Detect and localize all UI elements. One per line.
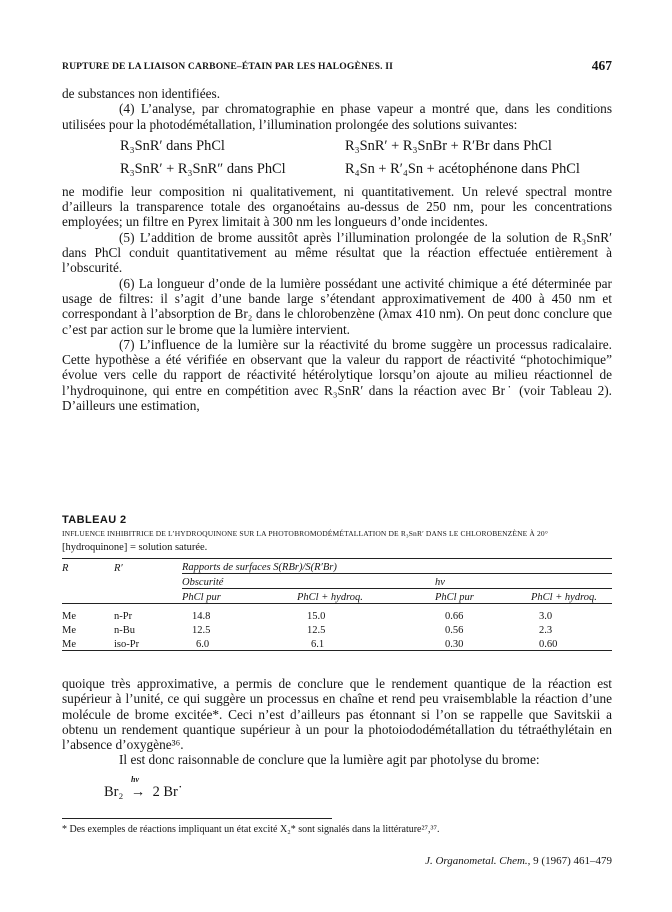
table-condition: [hydroquinone] = solution saturée. [62,542,208,553]
paragraph-8: quoique très approximative, a permis de conclure que le rendement quantique de la réaction est supérieur à l’unité, ce qui suggère un processus en chaîne et rend peu vraisemblable la réaction d’une molécule de brome excitée*. Ceci n’est d’ailleurs pas étonnant si l’on se rappelle que Savitskii a obtenu un rendement quantique supérieur à un pour la photoiododémétallation du tétraéthylétain en l’absence d’oxygène³⁶. [62,676,612,753]
table-row [62,636,612,651]
photolysis-equation [104,775,183,801]
subheader-hv: hν [435,574,612,589]
paragraph-6: (6) La longueur d’onde de la lumière possédant une activité chimique a été déterminée par usage de filtres: il s’agit d’une bande large s’étendant approximativement de 400 à 450 nm et correspondant à l’absorption de Br₂ dans le chlorobenzène (λmax 410 nm). On peut donc conclure que c’est par action sur le brome que la lumière intervient. [62,275,612,337]
col-header-hv-pure: PhCl pur [435,589,531,604]
col-header-hv-hydroq: PhCl + hydroq. [531,589,612,604]
cell-dark-hydroq: 15.0 [307,610,326,622]
cell-dark-hydroq: 12.5 [307,624,326,636]
table-row [62,604,612,622]
equation-solution-1: R₃SnR′ dans PhCl [120,137,225,154]
col-header-dark-pure: PhCl pur [182,589,297,604]
equation-row-2 [120,161,612,178]
page-header [62,58,612,76]
table-row [62,622,612,636]
cell-dark-pure: 6.0 [196,638,210,650]
cell-hv-pure: 0.30 [445,638,464,650]
cell-dark-pure: 14.8 [192,610,211,622]
light-condition: hν [131,775,140,784]
cell-hv-pure: 0.66 [445,610,464,622]
cell-hv-hydroq: 0.60 [539,638,558,650]
cell-hv-hydroq: 2.3 [539,624,553,636]
col-header-r: R [62,562,69,574]
cell-hv-pure: 0.56 [445,624,464,636]
cell-r: Me [62,610,76,622]
cell-dark-pure: 12.5 [192,624,211,636]
cell-rprime: n-Pr [114,610,133,622]
equation-solution-3: R₃SnR′ + R₃SnR″ dans PhCl [120,160,286,177]
data-table [62,558,612,651]
equation-solution-4: R₄Sn + R′₄Sn + acétophénone dans PhCl [345,160,580,177]
reaction-arrow: hν → [130,775,146,800]
journal-volume: 9 (1967) 461–479 [533,855,612,867]
paragraph-9: Il est donc raisonnable de conclure que la lumière agit par photolyse du brome: [119,752,540,768]
page-number: 467 [591,58,612,73]
col-header-rprime: R′ [114,562,123,574]
table-label: TABLEAU 2 [62,514,127,526]
subheader-dark: Obscurité [182,574,435,589]
paragraph-4: (4) L’analyse, par chromatographie en phase vapeur a montré que, dans les conditions utilisées pour la photodémétallation, l’illumination prolongée des solutions suivantes: [62,101,612,132]
paragraph-continued: de substances non identifiées. [62,86,221,101]
footnote-divider [62,818,332,819]
journal-name: J. Organometal. Chem., [425,855,531,867]
equation-solution-2: R₃SnR′ + R₃SnBr + R′Br dans PhCl [345,137,552,154]
equation-row-1 [120,138,612,155]
running-title: RUPTURE DE LA LIAISON CARBONE–ÉTAIN PAR LES HALOGÈNES. II [62,61,393,72]
table-caption: INFLUENCE INHIBITRICE DE L’HYDROQUINONE SUR LA PHOTOBROMODÉMÉTALLATION DE R₃SnR′ DANS LE CHLOROBENZÈNE À 20° [62,529,548,538]
body-text-upper [62,86,612,413]
product: 2 Br˙ [152,784,183,800]
journal-citation [425,855,612,867]
group-header: Rapports de surfaces S(RBr)/S(R′Br) [182,562,337,573]
reactant: Br₂ [104,784,124,800]
body-text-lower [62,676,612,768]
cell-rprime: n-Bu [114,624,135,636]
paragraph-7: (7) L’influence de la lumière sur la réactivité du brome suggère un processus radicalaire. Cette hypothèse a été vérifiée en observant que la valeur du rapport de réactivité “photochimique” évolue vers celle du rapport de réactivité hétérolytique lorsqu’on ajoute au milieu réactionnel de l’hydroquinone, qui entre en compétition avec R₃SnR′ dans la réaction avec Br˙ (voir Tableau 2). D’ailleurs une estimation, [62,336,612,414]
cell-dark-hydroq: 6.1 [311,638,325,650]
paragraph-5: (5) L’addition de brome aussitôt après l’illumination prolongée de la solution de R₃SnR′ dans PhCl conduit quantitativement au même résultat que la réaction effectuée entièrement à l’obscurité. [62,229,612,276]
footnote: * Des exemples de réactions impliquant un état excité X₂* sont signalés dans la littérature²⁷,³⁷. [62,824,440,835]
col-header-dark-hydroq: PhCl + hydroq. [297,589,435,604]
cell-rprime: iso-Pr [114,638,140,650]
cell-r: Me [62,624,76,636]
cell-r: Me [62,638,76,650]
table-heading [62,514,612,553]
paragraph-4-continued: ne modifie leur composition ni qualitativement, ni quantitativement. Un relevé spectral montre d’ailleurs la transparence totale des organoétains au-dessus de 250 nm, pour les concentrations employées; un filtre en Pyrex limitait à 300 nm les longueurs d’onde incidentes. [62,183,612,230]
cell-hv-hydroq: 3.0 [539,610,553,622]
